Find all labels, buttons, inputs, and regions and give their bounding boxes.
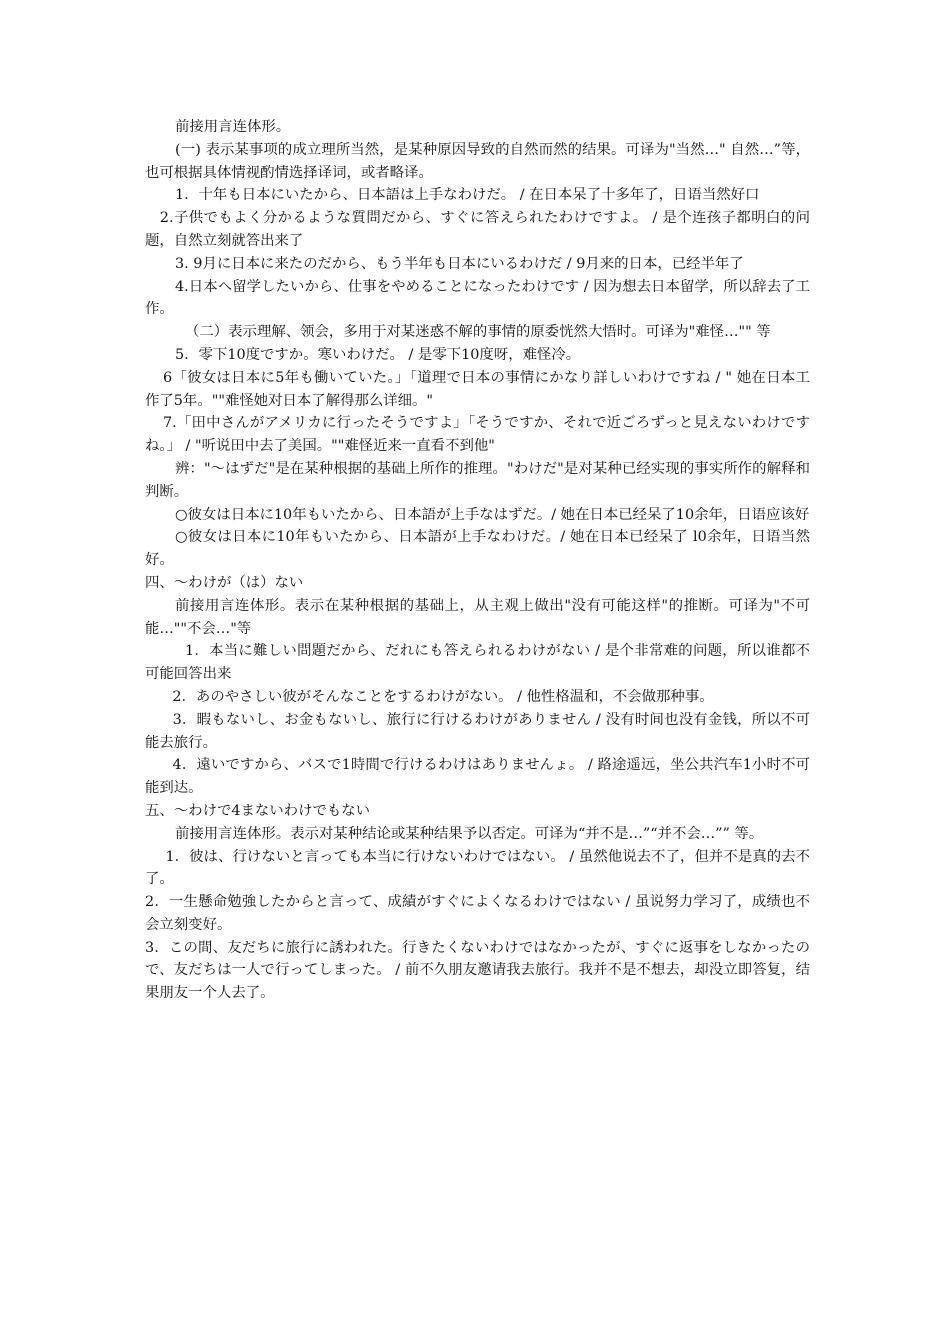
paragraph: 4．遠いですから、バスで1時間で行けるわけはありませんょ。 / 路途遥远，坐公共汽车1小时不可能到达。 [145,757,810,797]
paragraph: (一) 表示某事项的成立理所当然，是某种原因导致的自然而然的结果。可译为"当然…" 自然…”等，也可根据具体情视酌情选择译词，或者略译。 [145,141,810,181]
paragraph: 3．暇もないし、お金もないし、旅行に行けるわけがありません / 没有时间也没有金钱，所以不可能去旅行。 [145,711,810,751]
paragraph: 2．あのやさしい彼がそんなことをするわけがない。 / 他性格温和，不会做那种事。 [158,688,714,705]
paragraph: 3. 9月に日本に来たのだから、もう半年も日本にいるわけだ / 9月来的日本，已经半年了 [175,255,744,272]
paragraph: 2．一生懸命勉強したからと言って、成績がすぐによくなるわけではない / 虽说努力学习了，成绩也不会立刻变好。 [145,894,810,933]
paragraph: 6「彼女は日本に5年も働いていた。」「道理で日本の事情にかなり詳しいわけですね / " 她在日本工作了5年。""难怪她对日本了解得那么详细。" [145,369,810,409]
document-body [145,116,810,1005]
paragraph: 7.「田中さんがアメリカに行ったそうですよ」「そうですか、それで近ごろずっと見えないわけですね。」 / "听说田中去了美国。""难怪近来一直看不到他" [145,415,810,455]
paragraph: 1．十年も日本にいたから、日本語は上手なわけだ。 / 在日本呆了十多年了，日语当然好口 [175,187,760,204]
paragraph: 前接用言连体形。表示在某种根据的基础上，从主观上做出"没有可能这样"的推断。可译为"不可能…""不会…"等 [145,597,810,637]
paragraph: 前接用言连体形。表示对某种结论或某种结果予以否定。可译为“并不是…”“并不会…”” 等。 [175,825,764,842]
paragraph: （二）表示理解、领会，多用于对某迷惑不解的事情的原委恍然大悟时。可译为"难怪…"" 等 [185,324,771,341]
paragraph: 前接用言连体形。 [175,119,291,135]
paragraph: ○彼女は日本に10年もいたから、日本語が上手なわけだ。/ 她在日本已经呆了 l0余年，日语当然好。 [145,529,810,569]
paragraph: 1．彼は、行けないと言っても本当に行けないわけではない。 / 虽然他说去不了，但并不是真的去不了。 [145,848,810,888]
section-heading: 四、～わけが（は）ない [145,574,304,591]
paragraph: 3．この間、友だちに旅行に誘われた。行きたくないわけではなかったが、すぐに返事をしなかったので、友だちは一人で行ってしまった。 / 前不久朋友邀请我去旅行。我并不是不想去，却没立即答复，结果朋友一个人去了。 [145,939,810,1002]
paragraph: 辨："～はずだ"是在某种根据的基础上所作的推理。"わけだ"是对某种已经实现的事实所作的解释和判断。 [145,460,810,500]
paragraph: 1．本当に難しい問題だから、だれにも答えられるわけがない / 是个非常难的问题，所以谁都不可能回答出来 [145,643,810,683]
section-heading: 五、～わけで4まないわけでもない [145,802,371,819]
paragraph: 2.子供でもよく分かるような質問だから、すぐに答えられたわけですよ。 / 是个连孩子都明白的问题，自然立刻就答出来了 [145,210,810,249]
paragraph: 5．零下10度ですか。寒いわけだ。 / 是零下10度呀，难怪冷。 [175,346,581,363]
paragraph: ○彼女は日本に10年もいたから、日本語が上手なはずだ。/ 她在日本已经呆了10余年，日语应该好 [175,506,810,523]
paragraph: 4.日本へ留学したいから、仕事をやめることになったわけです / 因为想去日本留学，所以辞去了工作。 [145,278,810,318]
